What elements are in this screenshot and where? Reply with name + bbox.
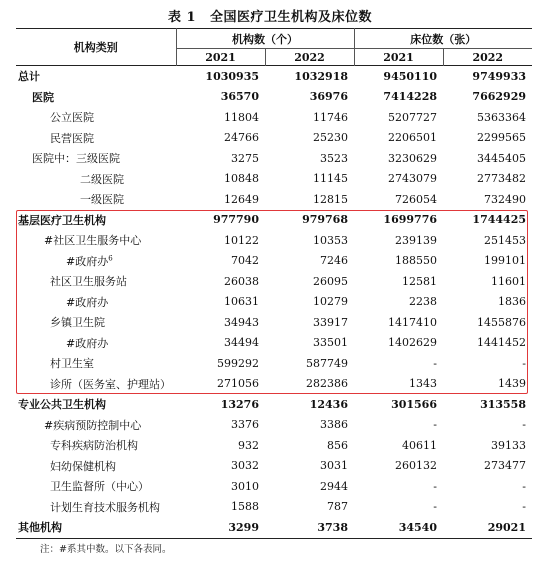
cell-value: 39133	[491, 438, 526, 452]
cell-value: 12649	[224, 192, 259, 206]
cell-value: -	[522, 356, 526, 370]
cell-value: 10279	[313, 295, 348, 309]
year-header: 2021	[354, 49, 443, 66]
cell-value: 2944	[320, 479, 348, 493]
table-row	[16, 497, 532, 518]
table-row	[16, 456, 532, 477]
cell-value: 29021	[487, 520, 526, 534]
cell-value: 36976	[309, 90, 348, 104]
cell-value: 271056	[217, 377, 259, 391]
cell-value: 26095	[313, 274, 348, 288]
table-row	[16, 476, 532, 497]
cell-value: 5207727	[388, 110, 437, 124]
cell-value: 3738	[317, 520, 348, 534]
row-label: 村卫生室	[50, 357, 94, 371]
row-label: 专业公共卫生机构	[18, 398, 106, 412]
cell-value: 33917	[313, 315, 348, 329]
cell-value: 282386	[306, 377, 348, 391]
table-footnote: 注：#系其中数。以下各表同。	[40, 544, 172, 555]
cell-value: 24766	[224, 131, 259, 145]
row-label	[16, 251, 176, 272]
table-row	[16, 374, 532, 395]
cell-value: 2773482	[477, 172, 526, 186]
cell-value: 856	[327, 438, 348, 452]
cell-value: 587749	[306, 356, 348, 370]
table-row	[16, 394, 532, 415]
cell-value: 979768	[302, 213, 348, 227]
cell-value: 33501	[313, 336, 348, 350]
row-label: 医院	[32, 90, 54, 104]
cell-value: 1030935	[205, 69, 259, 83]
cell-value: 10631	[224, 295, 259, 309]
cell-value: 2238	[409, 295, 437, 309]
cell-value: 199101	[484, 254, 526, 268]
row-label: 一级医院	[80, 193, 124, 207]
row-label: 卫生监督所（中心）	[50, 480, 149, 494]
cell-value: 1343	[409, 377, 437, 391]
cell-value: -	[433, 356, 437, 370]
cell-value: 273477	[484, 459, 526, 473]
table-row	[16, 312, 532, 333]
cell-value: 3299	[228, 520, 259, 534]
cell-value: 2299565	[477, 131, 526, 145]
table-row	[16, 210, 532, 231]
cell-value: 11145	[313, 172, 348, 186]
cell-value: 1744425	[472, 213, 526, 227]
cell-value: 3523	[320, 151, 348, 165]
cell-value: 12436	[309, 397, 348, 411]
table-row	[16, 435, 532, 456]
cell-value: 9450110	[383, 69, 437, 83]
table-title-text: 全国医疗卫生机构及床位数	[210, 10, 373, 25]
cell-value: 1439	[498, 377, 526, 391]
cell-value: 1441452	[477, 336, 526, 350]
cell-value: 13276	[220, 397, 259, 411]
table-row	[16, 107, 532, 128]
table-row	[16, 87, 532, 108]
cell-value: 1455876	[477, 315, 526, 329]
cell-value: 34494	[224, 336, 259, 350]
table-row	[16, 333, 532, 354]
table-row	[16, 148, 532, 169]
cell-value: 3445405	[477, 151, 526, 165]
cell-value: 599292	[217, 356, 259, 370]
cell-value: 3010	[231, 479, 259, 493]
table-row	[16, 271, 532, 292]
row-label: 二级医院	[80, 172, 124, 186]
cell-value: 3230629	[388, 151, 437, 165]
table-row-total	[16, 66, 532, 87]
cell-value: 25230	[313, 131, 348, 145]
cell-value: 40611	[402, 438, 437, 452]
table-number: 表 1	[167, 10, 197, 25]
cell-value: 7246	[320, 254, 348, 268]
year-header: 2022	[265, 49, 354, 66]
cell-value: 34943	[224, 315, 259, 329]
cell-value: 260132	[395, 459, 437, 473]
data-table	[16, 28, 532, 539]
cell-value: 12815	[313, 192, 348, 206]
cell-value: 3032	[231, 459, 259, 473]
row-label: 妇幼保健机构	[50, 459, 116, 473]
cell-value: 726054	[395, 192, 437, 206]
row-label: 乡镇卫生院	[50, 316, 105, 330]
table-row	[16, 230, 532, 251]
cell-value: 3275	[231, 151, 259, 165]
row-label: 其他机构	[18, 521, 62, 535]
year-header: 2022	[443, 49, 532, 66]
row-label: #政府办	[66, 295, 109, 309]
cell-value: 1402629	[388, 336, 437, 350]
cell-value: 3031	[320, 459, 348, 473]
row-label-text: #政府办	[66, 254, 109, 268]
cell-value: 7662929	[472, 90, 526, 104]
cell-value: 10848	[224, 172, 259, 186]
row-label: 医院中：三级医院	[32, 152, 120, 166]
cell-value: 301566	[391, 397, 437, 411]
row-label: 民营医院	[50, 131, 94, 145]
cell-value: 188550	[395, 254, 437, 268]
cell-value: 2743079	[388, 172, 437, 186]
cell-value: 5363364	[477, 110, 526, 124]
row-label: 公立医院	[50, 111, 94, 125]
cell-value: 932	[238, 438, 259, 452]
cell-value: -	[433, 500, 437, 514]
row-label: 社区卫生服务站	[50, 275, 127, 289]
row-label: #社区卫生服务中心	[44, 234, 142, 248]
cell-value: 7414228	[383, 90, 437, 104]
beds-group-header: 床位数（张）	[354, 29, 532, 49]
cell-value: 787	[327, 500, 348, 514]
cell-value: -	[522, 479, 526, 493]
cell-value: 313558	[480, 397, 526, 411]
cell-value: 1417410	[388, 315, 437, 329]
table-row	[16, 251, 532, 272]
cell-value: 977790	[213, 213, 259, 227]
table-title	[0, 6, 540, 25]
cell-value: -	[433, 418, 437, 432]
table-row	[16, 128, 532, 149]
cell-value: 1588	[231, 500, 259, 514]
cell-value: 3376	[231, 418, 259, 432]
cell-value: 11804	[224, 110, 259, 124]
cell-value: 34540	[398, 520, 437, 534]
cell-value: -	[522, 418, 526, 432]
cell-value: 10353	[313, 233, 348, 247]
table-row	[16, 353, 532, 374]
row-label: #疾病预防控制中心	[44, 418, 142, 432]
cell-value: 1032918	[294, 69, 348, 83]
table-row	[16, 292, 532, 313]
cell-value: 239139	[395, 233, 437, 247]
cell-value: 12581	[402, 274, 437, 288]
cell-value: 7042	[231, 254, 259, 268]
cell-value: 26038	[224, 274, 259, 288]
cell-value: -	[433, 479, 437, 493]
cell-value: 732490	[484, 192, 526, 206]
row-label: 诊所（医务室、护理站）	[50, 377, 171, 391]
cell-value: 1699776	[383, 213, 437, 227]
table-row	[16, 415, 532, 436]
cell-value: 3386	[320, 418, 348, 432]
table-row	[16, 189, 532, 210]
cell-value: 11601	[491, 274, 526, 288]
cell-value: 36570	[220, 90, 259, 104]
table-row	[16, 517, 532, 538]
row-label: 专科疾病防治机构	[50, 439, 138, 453]
cell-value: -	[522, 500, 526, 514]
cell-value: 11746	[313, 110, 348, 124]
footnote-marker: 6	[108, 254, 113, 263]
cell-value: 9749933	[472, 69, 526, 83]
category-header: 机构类别	[73, 41, 118, 54]
institutions-group-header: 机构数（个）	[176, 29, 354, 49]
row-label: #政府办	[66, 336, 109, 350]
row-label: 基层医疗卫生机构	[18, 213, 106, 227]
table-header	[16, 29, 532, 66]
table-row	[16, 169, 532, 190]
cell-value: 10122	[224, 233, 259, 247]
row-label: 计划生育技术服务机构	[50, 500, 160, 514]
cell-value: 2206501	[388, 131, 437, 145]
cell-value: 1836	[498, 295, 526, 309]
cell-value: 251453	[484, 233, 526, 247]
row-label: 总计	[18, 70, 40, 84]
year-header: 2021	[176, 49, 265, 66]
